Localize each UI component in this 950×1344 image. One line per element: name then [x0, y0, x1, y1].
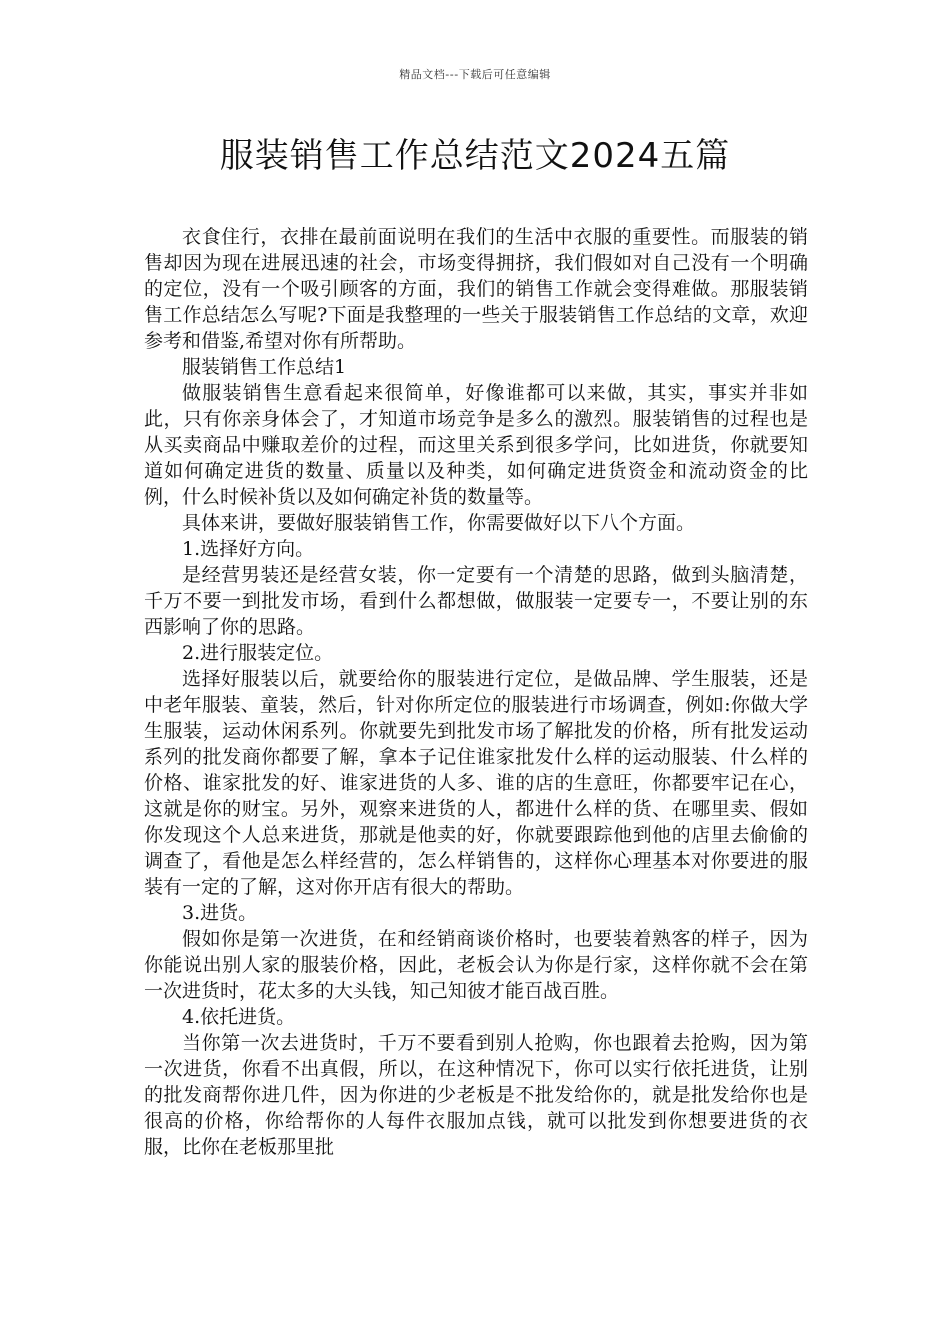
- list-item-heading: 4.依托进货。: [182, 1006, 296, 1028]
- list-item-heading: 1.选择好方向。: [182, 538, 315, 560]
- paragraph: 是经营男装还是经营女装，你一定要有一个清楚的思路，做到头脑清楚，千万不要一到批发市场，看到什么都想做，做服装一定要专一，不要让别的东西影响了你的思路。: [144, 564, 808, 638]
- document-body: [144, 224, 808, 1160]
- paragraph: 做服装销售生意看起来很简单，好像谁都可以来做，其实，事实并非如此，只有你亲身体会了，才知道市场竞争是多么的激烈。服装销售的过程也是从买卖商品中赚取差价的过程，而这里关系到很多学问，比如进货，你就要知道如何确定进货的数量、质量以及种类，如何确定进货资金和流动资金的比例，什么时候补货以及如何确定补货的数量等。: [144, 382, 808, 508]
- document-title: 服装销售工作总结范文2024五篇: [219, 136, 731, 176]
- list-item-heading: 3.进货。: [182, 902, 258, 924]
- paragraph: 当你第一次去进货时，千万不要看到别人抢购，你也跟着去抢购，因为第一次进货，你看不出真假，所以，在这种情况下，你可以实行依托进货，让别的批发商帮你进几件，因为你进的少老板是不批发给你的，就是批发给你也是很高的价格，你给帮你的人每件衣服加点钱，就可以批发到你想要进货的衣服，比你在老板那里批: [144, 1032, 808, 1158]
- paragraph: 具体来讲，要做好服装销售工作，你需要做好以下八个方面。: [182, 512, 696, 534]
- paragraph: 选择好服装以后，就要给你的服装进行定位，是做品牌、学生服装，还是中老年服装、童装，然后，针对你所定位的服装进行市场调查，例如:你做大学生服装，运动休闲系列。你就要先到批发市场了解批发的价格，所有批发运动系列的批发商你都要了解，拿本子记住谁家批发什么样的运动服装、什么样的价格、谁家批发的好、谁家进货的人多、谁的店的生意旺，你都要牢记在心，这就是你的财宝。另外，观察来进货的人，都进什么样的货、在哪里卖、假如你发现这个人总来进货，那就是他卖的好，你就要跟踪他到他的店里去偷偷的调查了，看他是怎么样经营的，怎么样销售的，这样你心理基本对你要进的服装有一定的了解，这对你开店有很大的帮助。: [144, 668, 808, 898]
- paragraph: 假如你是第一次进货，在和经销商谈价格时，也要装着熟客的样子，因为你能说出别人家的服装价格，因此，老板会认为你是行家，这样你就不会在第一次进货时，花太多的大头钱，知己知彼才能百战百胜。: [144, 928, 808, 1002]
- section-heading-summary-1: 服装销售工作总结1: [182, 356, 347, 378]
- paragraph-intro: 衣食住行，衣排在最前面说明在我们的生活中衣服的重要性。而服装的销售却因为现在进展迅速的社会，市场变得拥挤，我们假如对自己没有一个明确的定位，没有一个吸引顾客的方面，我们的销售工作就会变得难做。那服装销售工作总结怎么写呢?下面是我整理的一些关于服装销售工作总结的文章，欢迎参考和借鉴,希望对你有所帮助。: [144, 226, 808, 352]
- list-item-heading: 2.进行服装定位。: [182, 642, 334, 664]
- page-header-note: 精品文档---下载后可任意编辑: [399, 68, 551, 81]
